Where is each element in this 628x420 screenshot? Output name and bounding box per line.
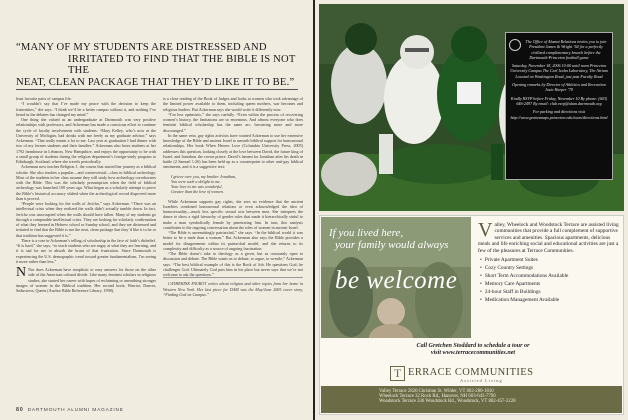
- paragraph: While Ackerman supports gay rights, she sees no evidence that the ancient Israelites condoned homosexual relations or even acknowledged the idea of homosexuality—much less specific sexual acts between men. She interprets the dance to show a rigid hierarchy of gender roles that made it hierarchically sinful to make a man symbolically female by penetrating him. In turn, this analysis contributes to the ongoing conversation about the roles of women in ancient Israel.: [163, 198, 303, 230]
- terrace-communities-logo: [390, 366, 560, 382]
- ad-locations-bar: [321, 386, 622, 413]
- paragraph: One thing she valued as an undergraduate at Dartmouth was very positive relationships with professors, and Ackerman has made a conscious effort to continue the cycle of faculty involvement with students. “Mary Kelley, who’s now at the University of Michigan, had drinks with me freely as my graduate advisor,” says Ackerman. “That really meant a lot to me. Last year at graduation I had dinner with two of my former students and their families.” Ackerman also hosts students at her 1792 farmhouse in Lebanon, New Hampshire, and enjoys the opportunity to be with a small group of students during the religion department’s foreign-study program to Edinburgh, Scotland, where she travels periodically.: [16, 117, 156, 164]
- pull-quote-line-2: IRRITATED TO FIND THAT THE BIBLE IS NOT THE: [68, 53, 296, 76]
- football-photo: [319, 4, 624, 211]
- ad-headline: [329, 227, 467, 251]
- location-line: Woodstock Terrace 336 Woodstock Rd., Woodstock, VT 802-457-2228: [379, 399, 516, 404]
- invitation-text: The Office of Alumni Relations invites you to join President James & Wright ’64 for a perfectly civilized complimentary brunch before the Dartmouth-Princeton football game: [525, 39, 607, 60]
- article-column-2: [163, 96, 303, 297]
- right-page: [315, 0, 628, 420]
- paragraph: Ackerman now teaches Religion 1, the course that started her journey as a biblical scholar. She also teaches a popular—and controversial—class in biblical archeology. Most of the students in her class assume they will study how archeology corroborates with the Bible. This was the scholarly presumption when the field of biblical archeology was launched 100 years ago. What began as a scholarly attempt to prove the Bible’s historical accuracy shifted when the archeological record disproved more than it proved.: [16, 164, 156, 201]
- invitation-event-details: Saturday, November 18, 2006 10:00 until noon Princeton University Campus The Carl Icahn Laboratory, The Atrium Located on Washington Road, just past Faculty Road: [510, 63, 608, 79]
- paragraph: “The Bible is unremittingly patriarchal,” she says. “In the biblical world it was better to be a male than a woman.” But Ackerman also says the Bible provides a model for disagreement within its patriarchal model, and she returns to its complexity and difficulty as a source of ongoing fascination.: [163, 230, 303, 251]
- poem-line: You were such a delight to me.: [171, 178, 221, 184]
- paragraph-text: Nor does Ackerman have simplistic or easy answers for those on the other side of the American cultural divide. Like many feminist scholars in religious studies, she started her career with hopes of reclaiming or unearthing stronger images of women in the Biblical tradition. Her second book, Warrior, Dancer, Seductress, Queen (Anchor Bible Reference Library, 1998),: [16, 267, 156, 293]
- pull-quote: [16, 42, 306, 88]
- ad-headline-line-2: your family would always: [335, 239, 449, 251]
- location-line: Valley Terrace 2820 Christian St. Wilder, VT 802-280-1810: [379, 389, 494, 394]
- article-column-1: [16, 96, 156, 293]
- ad-body: [478, 219, 620, 304]
- poem-excerpt: [171, 174, 303, 195]
- dartmouth-seal-icon: [509, 39, 521, 51]
- list-item: • Short Term Accommodations Available: [480, 273, 620, 279]
- list-item: • Memory Care Apartments: [480, 281, 620, 287]
- brand-tagline: Assisted Living: [460, 378, 503, 383]
- location-line: Wheelock Terrace 32 Rock Rd., Hanover, NH 603-643-7790: [379, 394, 496, 399]
- page-folio: [16, 407, 124, 413]
- paragraph: is a close reading of the Book of Judges and looks at women who took advantage of the limited power available to them, including queen mothers, war heroines and religious leaders. But Ackerman says she would write it differently now.: [163, 96, 303, 112]
- invitation-remarks: Opening remarks by Director of Athletics and Recreation Josie Harper ’79: [512, 82, 606, 93]
- invitation-intro: [509, 39, 609, 60]
- ad-welcome-text: be welcome: [335, 267, 458, 294]
- page-number: 80: [16, 407, 24, 413]
- left-page: [0, 0, 313, 420]
- paragraph: least favorite parts of campus life.: [16, 96, 72, 101]
- ad-family-photo: [321, 217, 471, 338]
- paragraph: In the same vein, gay rights activists have wanted Ackerman to use her extensive knowledge of the Bible and ancient Israel to unearth biblical support for homosexual relationships. Her book When Heroes Love (Columbia University Press, 2005) addresses this question, looking closely at the love between David, the future king of Israel, and Jonathan, the crown prince. David’s lament for Jonathan after his death in battle (2 Samuel 1:26) has been held up as a counterpoint to other anti-gay biblical sentiments, and it is a suggestive text:: [163, 132, 303, 170]
- poem-line: I grieve over you, my brother Jonathan,: [171, 173, 237, 179]
- ad-drop-cap: V: [478, 219, 493, 241]
- pull-quote-line-3: NEAT, CLEAN PACKAGE THAT THEY’D LIKE IT TO BE.”: [16, 76, 295, 88]
- list-item: • 24-hour Staff in Buildings: [480, 289, 620, 295]
- list-item: • Cozy Country Settings: [480, 265, 620, 271]
- paragraph: “The Bible doesn’t take to theology as a given, but as constantly open to discussion and debate. The Bible wants us to debate, to argue, to wrestle,” Ackerman says. “The best biblical example of this is the Book of Job. He questions God; he challenges God. Ultimately God puts him in his place but never says that we’re not welcome to ask the questions.”: [163, 251, 303, 277]
- poem-line: Your love to me was wonderful,: [171, 184, 223, 189]
- invitation-rsvp: Kindly RSVP before Friday, November 10 By phone: (603) 646-2497 By email: club.rsvp@alum.dartmouth.org: [510, 95, 608, 106]
- brunch-invitation: [505, 32, 613, 180]
- pull-quote-line-1: “MANY OF MY STUDENTS ARE DISTRESSED AND: [16, 42, 267, 53]
- logo-mark-icon: T: [390, 366, 405, 381]
- author-bio: CATHERINE FAUROT writes about religion and other topics from her home in Western New York. Her last piece for DAM was the May/June 2005 cover story, “Finding God on Campus.”: [163, 277, 303, 297]
- brand-name: ERRACE COMMUNITIES: [408, 367, 534, 378]
- paragraph: There is a rose in Ackerman’s telling of scholarship in the face of faith’s disbelief. “It is hard,” she says, “to teach students who are angry at what they are learning, and it is sad for me to absorb the brunt of that frustration. Since Dartmouth is experiencing the U.S. demographic trend toward greater fundamentalism, I’m seeing it more rather than less.”: [16, 237, 156, 264]
- terrace-communities-ad: [319, 215, 624, 415]
- ad-headline-line-1: If you lived here,: [329, 227, 404, 239]
- magazine-name: DARTMOUTH ALUMNI MAGAZINE: [27, 408, 124, 413]
- paragraph: “People were looking for the walls of Jericho,” says Ackerman. “There was an intellectual crisis when they realized the walls didn’t actually tumble down. In fact, Jericho was unoccupied when the walls should have fallen. Many of my students go through a comparable intellectual crisis. They are looking for scholarly confirmation of what they learned in Hebrew school or Sunday school, and they are distressed and irritated to find that the Bible is not the neat, clean package that they’d like it to be or that tradition has suggested it is.”: [16, 201, 156, 238]
- paragraph-with-drop-cap: [16, 267, 156, 293]
- invitation-directions: For parking and directions visit http://www.geniusmaps.princeton.edu/tours/directions.html: [510, 109, 608, 120]
- paragraph: “I’m less optimistic,” she says ruefully. “Even within the process of recovering women’s history, the limitations are so enormous. And almost everyone who does feminist biblical scholarship has the same arc, becoming more and more discouraged.”: [163, 111, 303, 133]
- ad-feature-list: [480, 257, 620, 303]
- ad-call-to-action: [328, 343, 618, 357]
- ad-intro: alley, Wheelock and Woodstock Terrace are assisted living communities that provide a full complement of supportive services and amenities. Spacious apartments, delicious meals and life enriching social and educational activities are just a few of the pleasures at Terrace Communities.: [478, 222, 619, 254]
- paragraph: “I wouldn’t say that I’ve made my peace with the decision to keep the fraternities,” she says. “I think we’d be a better campus without it, and nothing I’ve heard in the debates has changed my mind.”: [16, 101, 156, 117]
- pull-quote-rule: [16, 89, 298, 90]
- list-item: • Private Apartment Suites: [480, 257, 620, 263]
- list-item: • Medication Management Available: [480, 297, 620, 303]
- ad-website[interactable]: visit www.terracecommunities.net: [430, 350, 516, 357]
- poem-line: Greater than the love of women.: [171, 189, 224, 195]
- drop-cap: N: [16, 265, 27, 280]
- ad-call-line-1: Call Gretchen Stoddard to schedule a tour or: [416, 343, 530, 349]
